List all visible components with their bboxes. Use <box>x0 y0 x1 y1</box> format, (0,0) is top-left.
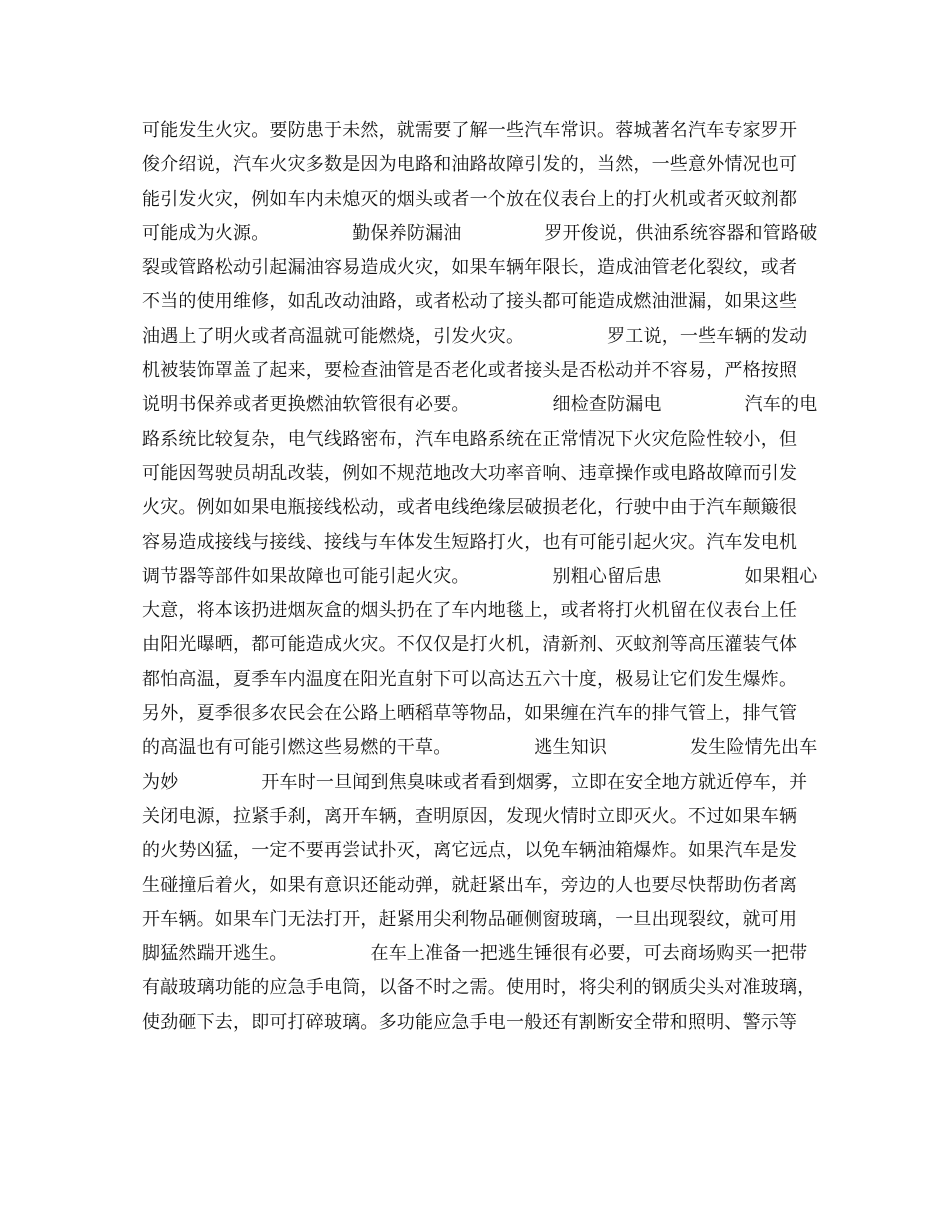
text-line: 调节器等部件如果故障也可能引起火灾。 别粗心留后患 如果粗心 <box>142 565 818 587</box>
text-line: 使劲砸下去，即可打碎玻璃。多功能应急手电一般还有割断安全带和照明、警示等 <box>142 1011 798 1033</box>
text-line: 可能发生火灾。要防患于未然，就需要了解一些汽车常识。蓉城著名汽车专家罗开 <box>142 120 798 141</box>
text-line: 裂或管路松动引起漏油容易造成火灾，如果车辆年限长，造成油管老化裂纹，或者 <box>142 257 798 279</box>
text-line: 不当的使用维修，如乱改动油路，或者松动了接头都可能造成燃油泄漏，如果这些 <box>142 291 798 313</box>
text-line: 另外，夏季很多农民会在公路上晒稻草等物品，如果缠在汽车的排气管上，排气管 <box>142 703 798 725</box>
text-line: 油遇上了明火或者高温就可能燃烧，引发火灾。 罗工说，一些车辆的发动 <box>142 325 808 347</box>
text-line: 脚猛然踹开逃生。 在车上准备一把逃生锤很有必要，可去商场购买一把带 <box>142 943 808 965</box>
text-line: 火灾。例如如果电瓶接线松动，或者电线绝缘层破损老化，行驶中由于汽车颠簸很 <box>142 497 798 519</box>
text-line: 关闭电源，拉紧手刹，离开车辆，查明原因，发现火情时立即灭火。不过如果车辆 <box>142 805 798 827</box>
text-line: 机被装饰罩盖了起来，要检查油管是否老化或者接头是否松动并不容易，严格按照 <box>142 360 798 382</box>
text-line: 的高温也有可能引燃这些易燃的干草。 逃生知识 发生险情先出车 <box>142 737 818 759</box>
text-line: 说明书保养或者更换燃油软管很有必要。 细检查防漏电 汽车的电 <box>142 394 818 416</box>
text-line: 为妙 开车时一旦闻到焦臭味或者看到烟雾，立即在安全地方就近停车，并 <box>142 771 808 793</box>
text-line: 可能成为火源。 勤保养防漏油 罗开俊说，供油系统容器和管路破 <box>142 222 818 244</box>
text-line: 生碰撞后着火，如果有意识还能动弹，就赶紧出车，旁边的人也要尽快帮助伤者离 <box>142 874 798 896</box>
text-line: 俊介绍说，汽车火灾多数是因为电路和油路故障引发的，当然，一些意外情况也可 <box>142 154 798 176</box>
text-line: 容易造成接线与接线、接线与车体发生短路打火，也有可能引起火灾。汽车发电机 <box>142 531 798 553</box>
text-line: 都怕高温，夏季车内温度在阳光直射下可以高达五六十度，极易让它们发生爆炸。 <box>142 668 798 690</box>
text-line: 可能因驾驶员胡乱改装，例如不规范地改大功率音响、违章操作或电路故障而引发 <box>142 462 798 484</box>
text-line: 的火势凶猛，一定不要再尝试扑灭，离它远点，以免车辆油箱爆炸。如果汽车是发 <box>142 840 798 862</box>
text-line: 大意，将本该扔进烟灰盒的烟头扔在了车内地毯上，或者将打火机留在仪表台上任 <box>142 600 798 622</box>
text-line: 开车辆。如果车门无法打开，赶紧用尖利物品砸侧窗玻璃，一旦出现裂纹，就可用 <box>142 908 798 930</box>
text-line: 路系统比较复杂，电气线路密布，汽车电路系统在正常情况下火灾危险性较小，但 <box>142 428 798 450</box>
text-line: 由阳光曝晒，都可能造成火灾。不仅仅是打火机，清新剂、灭蚊剂等高压灌装气体 <box>142 634 798 656</box>
text-line: 有敲玻璃功能的应急手电筒，以备不时之需。使用时，将尖利的钢质尖头对准玻璃， <box>142 977 816 999</box>
body-text <box>142 114 822 1040</box>
text-line: 能引发火灾，例如车内未熄灭的烟头或者一个放在仪表台上的打火机或者灭蚊剂都 <box>142 188 798 210</box>
